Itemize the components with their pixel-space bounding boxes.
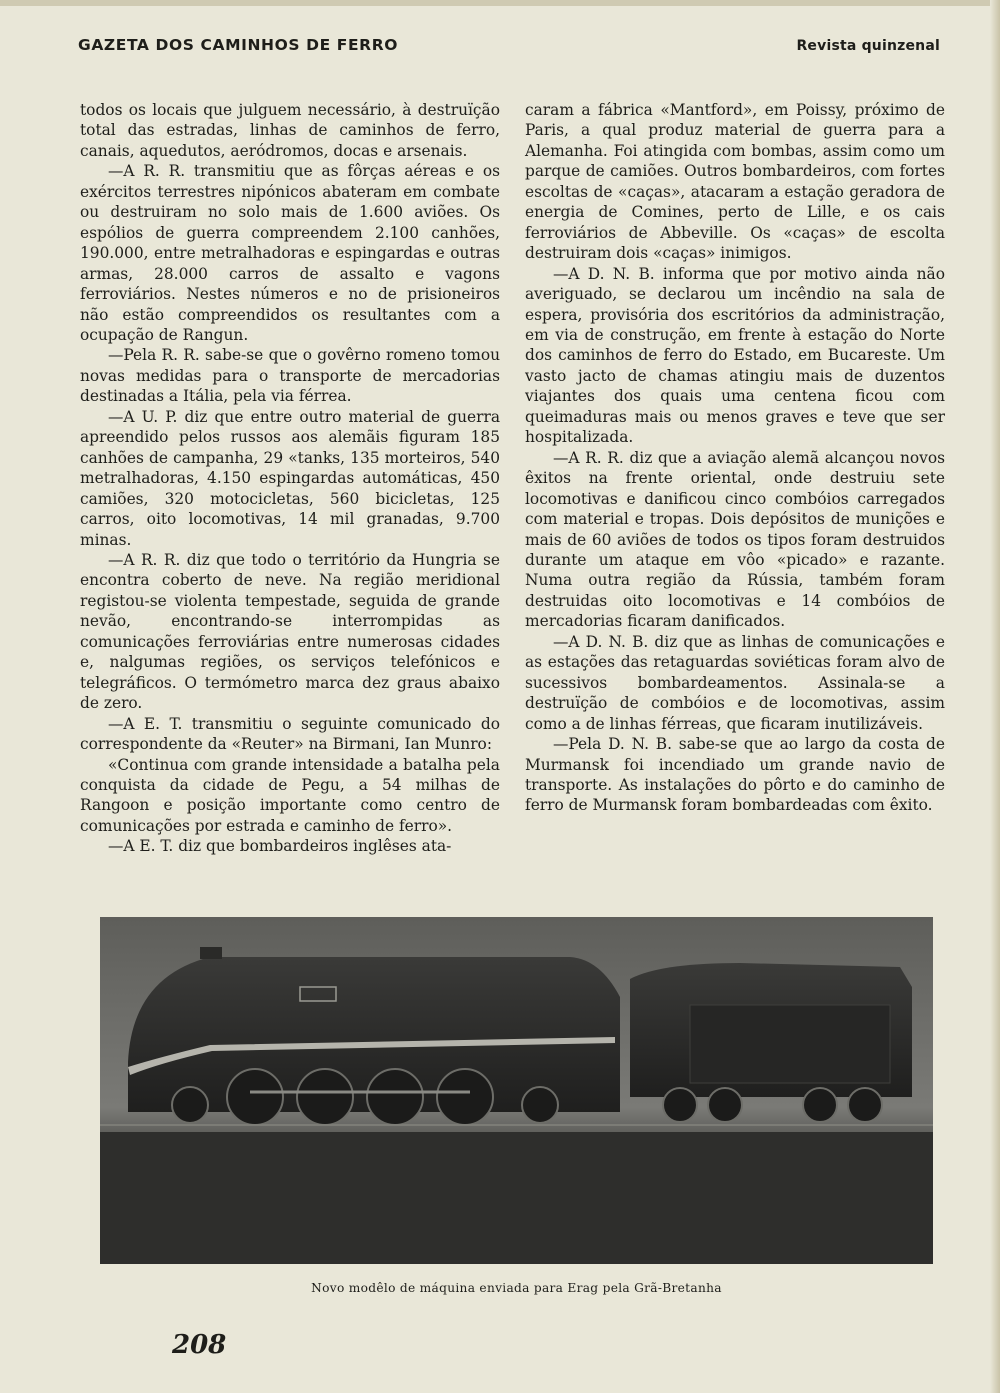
- issue-type: Revista quinzenal: [796, 38, 940, 54]
- paragraph: todos os locais que julguem necessário, à destruïção total das estradas, linhas de caminhos de ferro, canais, aquedutos, aeródromos, docas e arsenais.: [80, 101, 500, 160]
- ground: [100, 1132, 933, 1264]
- running-head: [78, 36, 940, 60]
- paragraph: caram a fábrica «Mantford», em Poissy, próximo de Paris, a qual produz material de guerra para a Alemanha. Foi atingida com bombas, assim como um parque de camiões. Outros bombardeiros, com fortes escoltas de «caças», atacaram a estação geradora de energia de Comines, perto de Lille, e os cais ferroviários de Abbeville. Os «caças» de escolta destruiram dois «caças» inimigos.: [525, 101, 945, 263]
- page-right-edge: [990, 0, 1000, 1393]
- page-top-edge: [0, 0, 1000, 6]
- locomotive-illustration: [100, 917, 933, 1264]
- left-column: [80, 100, 500, 857]
- right-column: [525, 100, 945, 816]
- paragraph: —A D. N. B. diz que as linhas de comunicações e as estações das retaguardas soviéticas foram alvo de sucessivos bombardeamentos. Assinala-se a destruïção de combóios e de locomotivas, assim como a de linhas férreas, que ficaram inutilizáveis.: [525, 632, 945, 733]
- paragraph: —A R. R. diz que todo o território da Hungria se encontra coberto de neve. Na região meridional registou-se violenta tempestade, seguida de grande nevão, encontrando-se interrompidas as comunicações ferroviárias entre numerosas cidades e, nalgumas regiões, os serviços telefónicos e telegráficos. O termómetro marca dez graus abaixo de zero.: [80, 550, 500, 713]
- paragraph: —A U. P. diz que entre outro material de guerra apreendido pelos russos aos alemãis figuram 185 canhões de campanha, 29 «tanks, 135 morteiros, 540 metralhadoras, 4.150 espingardas automáticas, 450 camiões, 320 motocicletas, 560 bicicletas, 125 carros, oito locomotivas, 14 mil granadas, 9.700 minas.: [80, 407, 500, 549]
- page-number: 208: [172, 1330, 227, 1360]
- photo-caption: Novo modêlo de máquina enviada para Erag pela Grã-Bretanha: [311, 1281, 722, 1295]
- paragraph: —A R. R. transmitiu que as fôrças aéreas e os exércitos terrestres nipónicos abateram em combate ou destruiram no solo mais de 1.600 aviões. Os espólios de guerra compreendem 2.100 canhões, 190.000, entre metralhadoras e espingardas e outras armas, 28.000 carros de assalto e vagons ferroviários. Nestes números e no de prisioneiros não estão compreendidos os resultantes com a ocupação de Rangun.: [80, 162, 500, 344]
- paragraph: «Continua com grande intensidade a batalha pela conquista da cidade de Pegu, a 54 milhas de Rangoon e posição importante como centro de comunicações por estrada e caminho de ferro».: [80, 755, 500, 835]
- paragraph: —A E. T. diz que bombardeiros inglêses ata-: [108, 837, 452, 856]
- paragraph: —A D. N. B. informa que por motivo ainda não averiguado, se declarou um incêndio na sala de espera, provisória dos escritórios da administração, em via de construção, em frente à estação do Norte dos caminhos de ferro do Estado, em Bucareste. Um vasto jacto de chamas atingiu mais de duzentos viajantes dos quais uma centena ficou com queimaduras mais ou menos graves e teve que ser hospitalizada.: [525, 264, 945, 447]
- journal-title: GAZETA DOS CAMINHOS DE FERRO: [78, 36, 399, 54]
- paragraph: —A E. T. transmitiu o seguinte comunicado do correspondente da «Reuter» na Birmani, Ian Munro:: [80, 714, 500, 754]
- tender: [630, 963, 912, 1097]
- paragraph: —A R. R. diz que a aviação alemã alcançou novos êxitos na frente oriental, onde destruiu sete locomotivas e danificou cinco combóios carregados com material e tropas. Dois depósitos de munições e mais de 60 aviões de todos os tipos foram destruidos durante um ataque em vôo «picado» e razante. Numa outra região da Rússia, também foram destruidas oito locomotivas e 14 combóios de mercadorias ficaram danificados.: [525, 448, 945, 631]
- paragraph: —Pela D. N. B. sabe-se que ao largo da costa de Murmansk foi incendiado um grande navio de transporte. As instalações do pôrto e do caminho de ferro de Murmansk foram bombardeadas com êxito.: [525, 735, 945, 815]
- locomotive-photo: [100, 917, 933, 1264]
- paragraph: —Pela R. R. sabe-se que o govêrno romeno tomou novas medidas para o transporte de mercadorias destinadas a Itália, pela via férrea.: [80, 346, 500, 406]
